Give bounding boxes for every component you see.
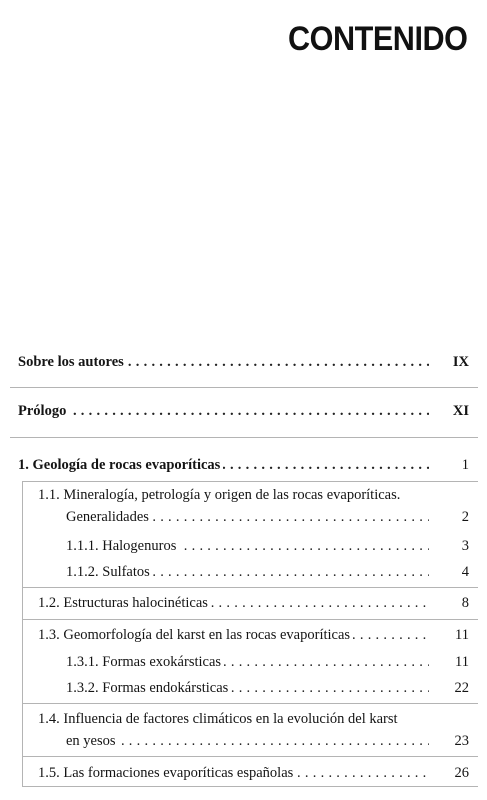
toc-page-number: IX — [429, 351, 469, 373]
toc-page-number: 2 — [429, 506, 469, 528]
toc-page-number: 11 — [429, 651, 469, 673]
toc-page-number: 22 — [429, 677, 469, 699]
toc-entry-title: Generalidades — [66, 509, 152, 525]
divider — [22, 587, 478, 588]
toc-entry-1-1-2[interactable] — [0, 561, 487, 583]
divider — [22, 481, 478, 482]
toc-entry-chapter-1[interactable] — [0, 454, 487, 476]
divider — [10, 437, 478, 438]
toc-entry-title: en yesos — [66, 733, 119, 749]
toc-page-number: 4 — [429, 561, 469, 583]
divider — [22, 619, 478, 620]
toc-page-number: 1 — [429, 454, 469, 476]
toc-entry-1-1-1[interactable] — [0, 535, 487, 557]
toc-entry-1-4-cont[interactable] — [0, 730, 487, 752]
toc-page-number: 8 — [429, 592, 469, 614]
toc-entry-1-4[interactable] — [0, 708, 487, 730]
toc-entry-1-1[interactable] — [0, 484, 487, 506]
toc-page-number: 11 — [429, 624, 469, 646]
toc-entry-title: Prólogo — [18, 403, 69, 419]
toc-page-number: 3 — [429, 535, 469, 557]
divider — [22, 703, 478, 704]
toc-entry-1-3-2[interactable] — [0, 677, 487, 699]
toc-entry-1-2[interactable] — [0, 592, 487, 614]
toc-entry-title: 1.3.1. Formas exokársticas — [66, 654, 224, 670]
toc-entry-title: 1.3. Geomorfología del karst en las rocas evaporíticas — [38, 627, 353, 643]
toc-entry-title: 1. Geología de rocas evaporíticas — [18, 457, 223, 473]
toc-entry-title-line1: 1.4. Influencia de factores climáticos en la evolución del karst — [38, 711, 398, 727]
toc-entry-title: 1.2. Estructuras halocinéticas — [38, 595, 211, 611]
toc-entry-title: Sobre los autores — [18, 354, 127, 370]
toc-entry-1-3[interactable] — [0, 624, 487, 646]
toc-entry-1-5[interactable] — [0, 762, 487, 784]
toc-entry-title-line1: 1.1. Mineralogía, petrología y origen de las rocas evaporíticas. — [38, 487, 401, 503]
toc-page-number: 23 — [429, 730, 469, 752]
toc-entry-title: 1.3.2. Formas endokársticas — [66, 680, 231, 696]
divider — [22, 786, 478, 787]
toc-entry-sobre-los-autores[interactable] — [0, 351, 487, 373]
toc-entry-prologo[interactable] — [0, 400, 487, 422]
toc-page-number: 26 — [429, 762, 469, 784]
divider — [10, 387, 478, 388]
toc-entry-title: 1.1.2. Sulfatos — [66, 564, 153, 580]
toc-entry-title: 1.5. Las formaciones evaporíticas españolas — [38, 765, 296, 781]
divider — [22, 756, 478, 757]
page-heading: CONTENIDO — [287, 20, 467, 58]
toc-entry-1-1-cont[interactable] — [0, 506, 487, 528]
toc-entry-1-3-1[interactable] — [0, 651, 487, 673]
toc-entry-title: 1.1.1. Halogenuros — [66, 538, 179, 554]
toc-page-number: XI — [429, 400, 469, 422]
